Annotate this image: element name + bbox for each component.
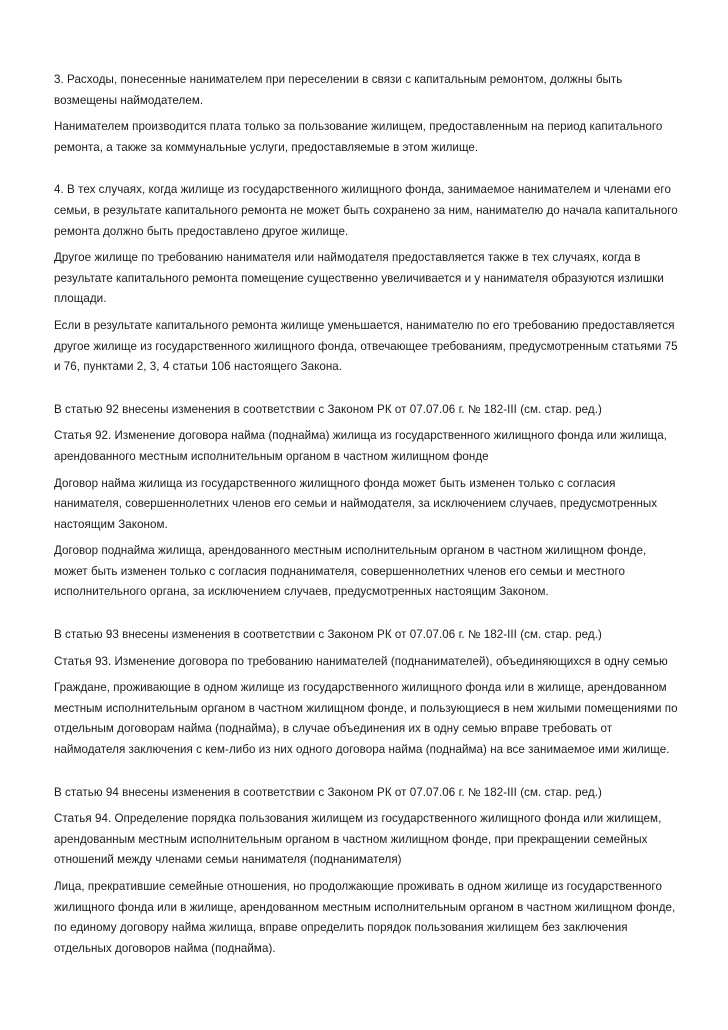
paragraph-3-expenses: 3. Расходы, понесенные нанимателем при переселении в связи с капитальным ремонтом, должны быть возмещены наймодателем.: [54, 73, 623, 107]
amendment-note-92: В статью 92 внесены изменения в соответствии с Законом РК от 07.07.06 г. № 182-III (см. стар. ред.): [54, 402, 602, 416]
amendment-note-93: В статью 93 внесены изменения в соответствии с Законом РК от 07.07.06 г. № 182-III (см. стар. ред.): [54, 628, 602, 642]
amendment-note-94: В статью 94 внесены изменения в соответствии с Законом РК от 07.07.06 г. № 182-III (см. стар. ред.): [54, 785, 602, 799]
section-gap: [54, 767, 678, 783]
section-gap: [54, 609, 678, 625]
article-93-paragraph-1: Граждане, проживающие в одном жилище из государственного жилищного фонда или в жилище, арендованном местным исполнительным органом в частном жилищном фонде, и пользующиеся в нем жилыми помещениями по отдельным договорам найма (поднайма), в случае объединения их в одну семью вправе требовать от наймодателя заключения с кем-либо из них одного договора найма (поднайма) на все занимаемое ими жилище.: [54, 681, 678, 757]
document-page: [54, 70, 678, 965]
section-gap: [54, 384, 678, 400]
article-92-paragraph-1: Договор найма жилища из государственного жилищного фонда может быть изменен только с согласия нанимателя, совершеннолетних членов его семьи и наймодателя, за исключением случаев, предусмотренных настоящим Законом.: [54, 476, 658, 531]
paragraph-surplus-area: Другое жилище по требованию нанимателя или наймодателя предоставляется также в тех случаях, когда в результате капитального ремонта помещение существенно увеличивается и у нанимателя образуются излишки площади.: [54, 251, 664, 306]
paragraph-4-other-housing: 4. В тех случаях, когда жилище из государственного жилищного фонда, занимаемое нанимателем и членами его семьи, в результате капитального ремонта не может быть сохранено за ним, нанимателю до начала капитального ремонта должно быть предоставлено другое жилище.: [54, 183, 678, 238]
section-gap: [54, 164, 678, 180]
article-92-paragraph-2: Договор поднайма жилища, арендованного местным исполнительным органом в частном жилищном фонде, может быть изменен только с согласия поднанимателя, совершеннолетних членов его семьи и местного исполнительного органа, за исключением случаев, предусмотренных настоящим Законом.: [54, 544, 647, 599]
article-94-paragraph-1: Лица, прекратившие семейные отношения, но продолжающие проживать в одном жилище из государственного жилищного фонда или в жилище, арендованном местным исполнительным органом в частном жилищном фонде, по единому договору найма жилища, вправе определить порядок пользования жилищем без заключения отдельных договоров найма (поднайма).: [54, 880, 676, 955]
article-93-heading: Статья 93. Изменение договора по требованию нанимателей (поднанимателей), объединяющихся в одну семью: [54, 654, 668, 668]
paragraph-reduced-housing: Если в результате капитального ремонта жилище уменьшается, нанимателю по его требованию предоставляется другое жилище из государственного жилищного фонда, отвечающее требованиям, предусмотренным статьями 75 и 76, пунктами 2, 3, 4 статьи 106 настоящего Закона.: [54, 318, 678, 374]
article-92-heading: Статья 92. Изменение договора найма (поднайма) жилища из государственного жилищного фонда или жилища, арендованного местным исполнительным органом в частном жилищном фонде: [54, 429, 667, 463]
article-94-heading: Статья 94. Определение порядка пользования жилищем из государственного жилищного фонда или жилищем, арендованным местным исполнительным органом в частном жилищном фонде, при прекращении семейных отношений между членами семьи нанимателя (поднанимателя): [54, 812, 662, 867]
paragraph-payment: Нанимателем производится плата только за пользование жилищем, предоставленным на период капитального ремонта, а также за коммунальные услуги, предоставляемые в этом жилище.: [54, 120, 663, 154]
